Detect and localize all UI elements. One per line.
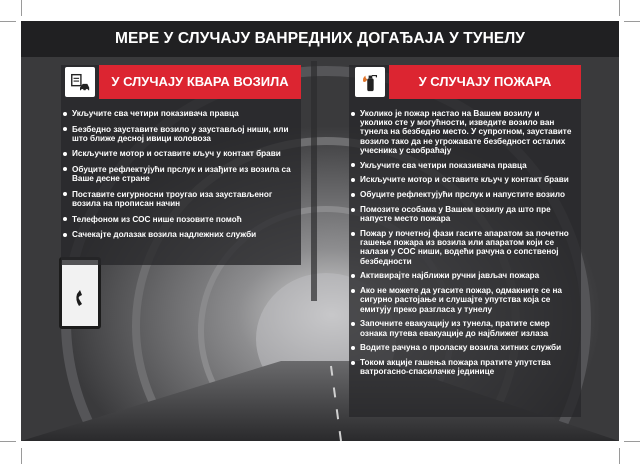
- fire-extinguisher-icon: [355, 67, 385, 97]
- list-item: Ако не можете да угасите пожар, одмакните се на сигурно растојање и слушајте упутства која се емитују преко разгласа у тунелу: [349, 286, 573, 314]
- list-item: Искључите мотор и оставите кључ у контакт брави: [61, 149, 291, 158]
- list-item: Поставите сигурносни троугао иза заустављеног возила на прописан начин: [61, 190, 291, 208]
- list-item: Активирајте најближи ручни јављач пожара: [349, 271, 573, 280]
- crop-mark: [624, 21, 640, 22]
- list-item: Обуците рефлектујући прслук и изађите из возила са Ваше десне стране: [61, 165, 291, 183]
- phone-icon: [62, 260, 98, 326]
- list-item: Током акције гашења пожара пратите упутства ватрогасно-спасилачке јединице: [349, 358, 573, 376]
- list-item: Уколико је пожар настао на Вашем возилу и уколико сте у могућности, изведите возило ван тунела на безбедно место. У супротном, зауставите возило тако да не угрожавате безбедност осталих учесника у саобраћају: [349, 109, 573, 155]
- crop-mark: [619, 0, 620, 16]
- list-item: Водите рачуна о проласку возила хитних служби: [349, 343, 573, 352]
- list-item: Безбедно зауставите возило у заустављој ниши, или што ближе десној ивици коловоза: [61, 125, 291, 143]
- list-item: Започните евакуацију из тунела, пратите смер ознака путева евакуације до најближег излаза: [349, 319, 573, 337]
- sos-phone-sign: [59, 257, 101, 329]
- list-item: Телефоном из СОС нише позовите помоћ: [61, 215, 291, 224]
- crop-mark: [624, 441, 640, 442]
- crop-mark: [0, 21, 16, 22]
- vehicle-breakdown-list: [61, 109, 291, 246]
- fire-panel: [349, 65, 581, 417]
- list-item: Пожар у почетној фази гасите апаратом за почетно гашење пожара из возила или апаратом који се налази у СОС ниши, водећи рачуна о сопственој безбедности: [349, 229, 573, 266]
- list-item: Укључите сва четири показивача правца: [349, 161, 573, 170]
- crop-mark: [21, 0, 22, 16]
- crop-mark: [21, 448, 22, 464]
- vehicle-breakdown-panel: [61, 65, 301, 265]
- crop-mark: [0, 441, 16, 442]
- fire-list: [349, 109, 573, 382]
- list-item: Укључите сва четири показивача правца: [61, 109, 291, 118]
- crop-mark: [619, 448, 620, 464]
- list-item: Искључите мотор и оставите кључ у контакт брави: [349, 175, 573, 184]
- poster: [21, 21, 619, 441]
- fire-title: У СЛУЧАЈУ ПОЖАРА: [389, 65, 581, 99]
- list-item: Сачекајте долазак возила надлежних служби: [61, 230, 291, 239]
- list-item: Помозите особама у Вашем возилу да што пре напусте место пожара: [349, 205, 573, 223]
- vehicle-breakdown-title: У СЛУЧАЈУ КВАРА ВОЗИЛА: [99, 65, 301, 99]
- car-repair-icon: [65, 67, 95, 97]
- list-item: Обуците рефлектујући прслук и напустите возило: [349, 190, 573, 199]
- page-title: МЕРЕ У СЛУЧАЈУ ВАНРЕДНИХ ДОГАЂАЈА У ТУНЕЛУ: [21, 21, 619, 57]
